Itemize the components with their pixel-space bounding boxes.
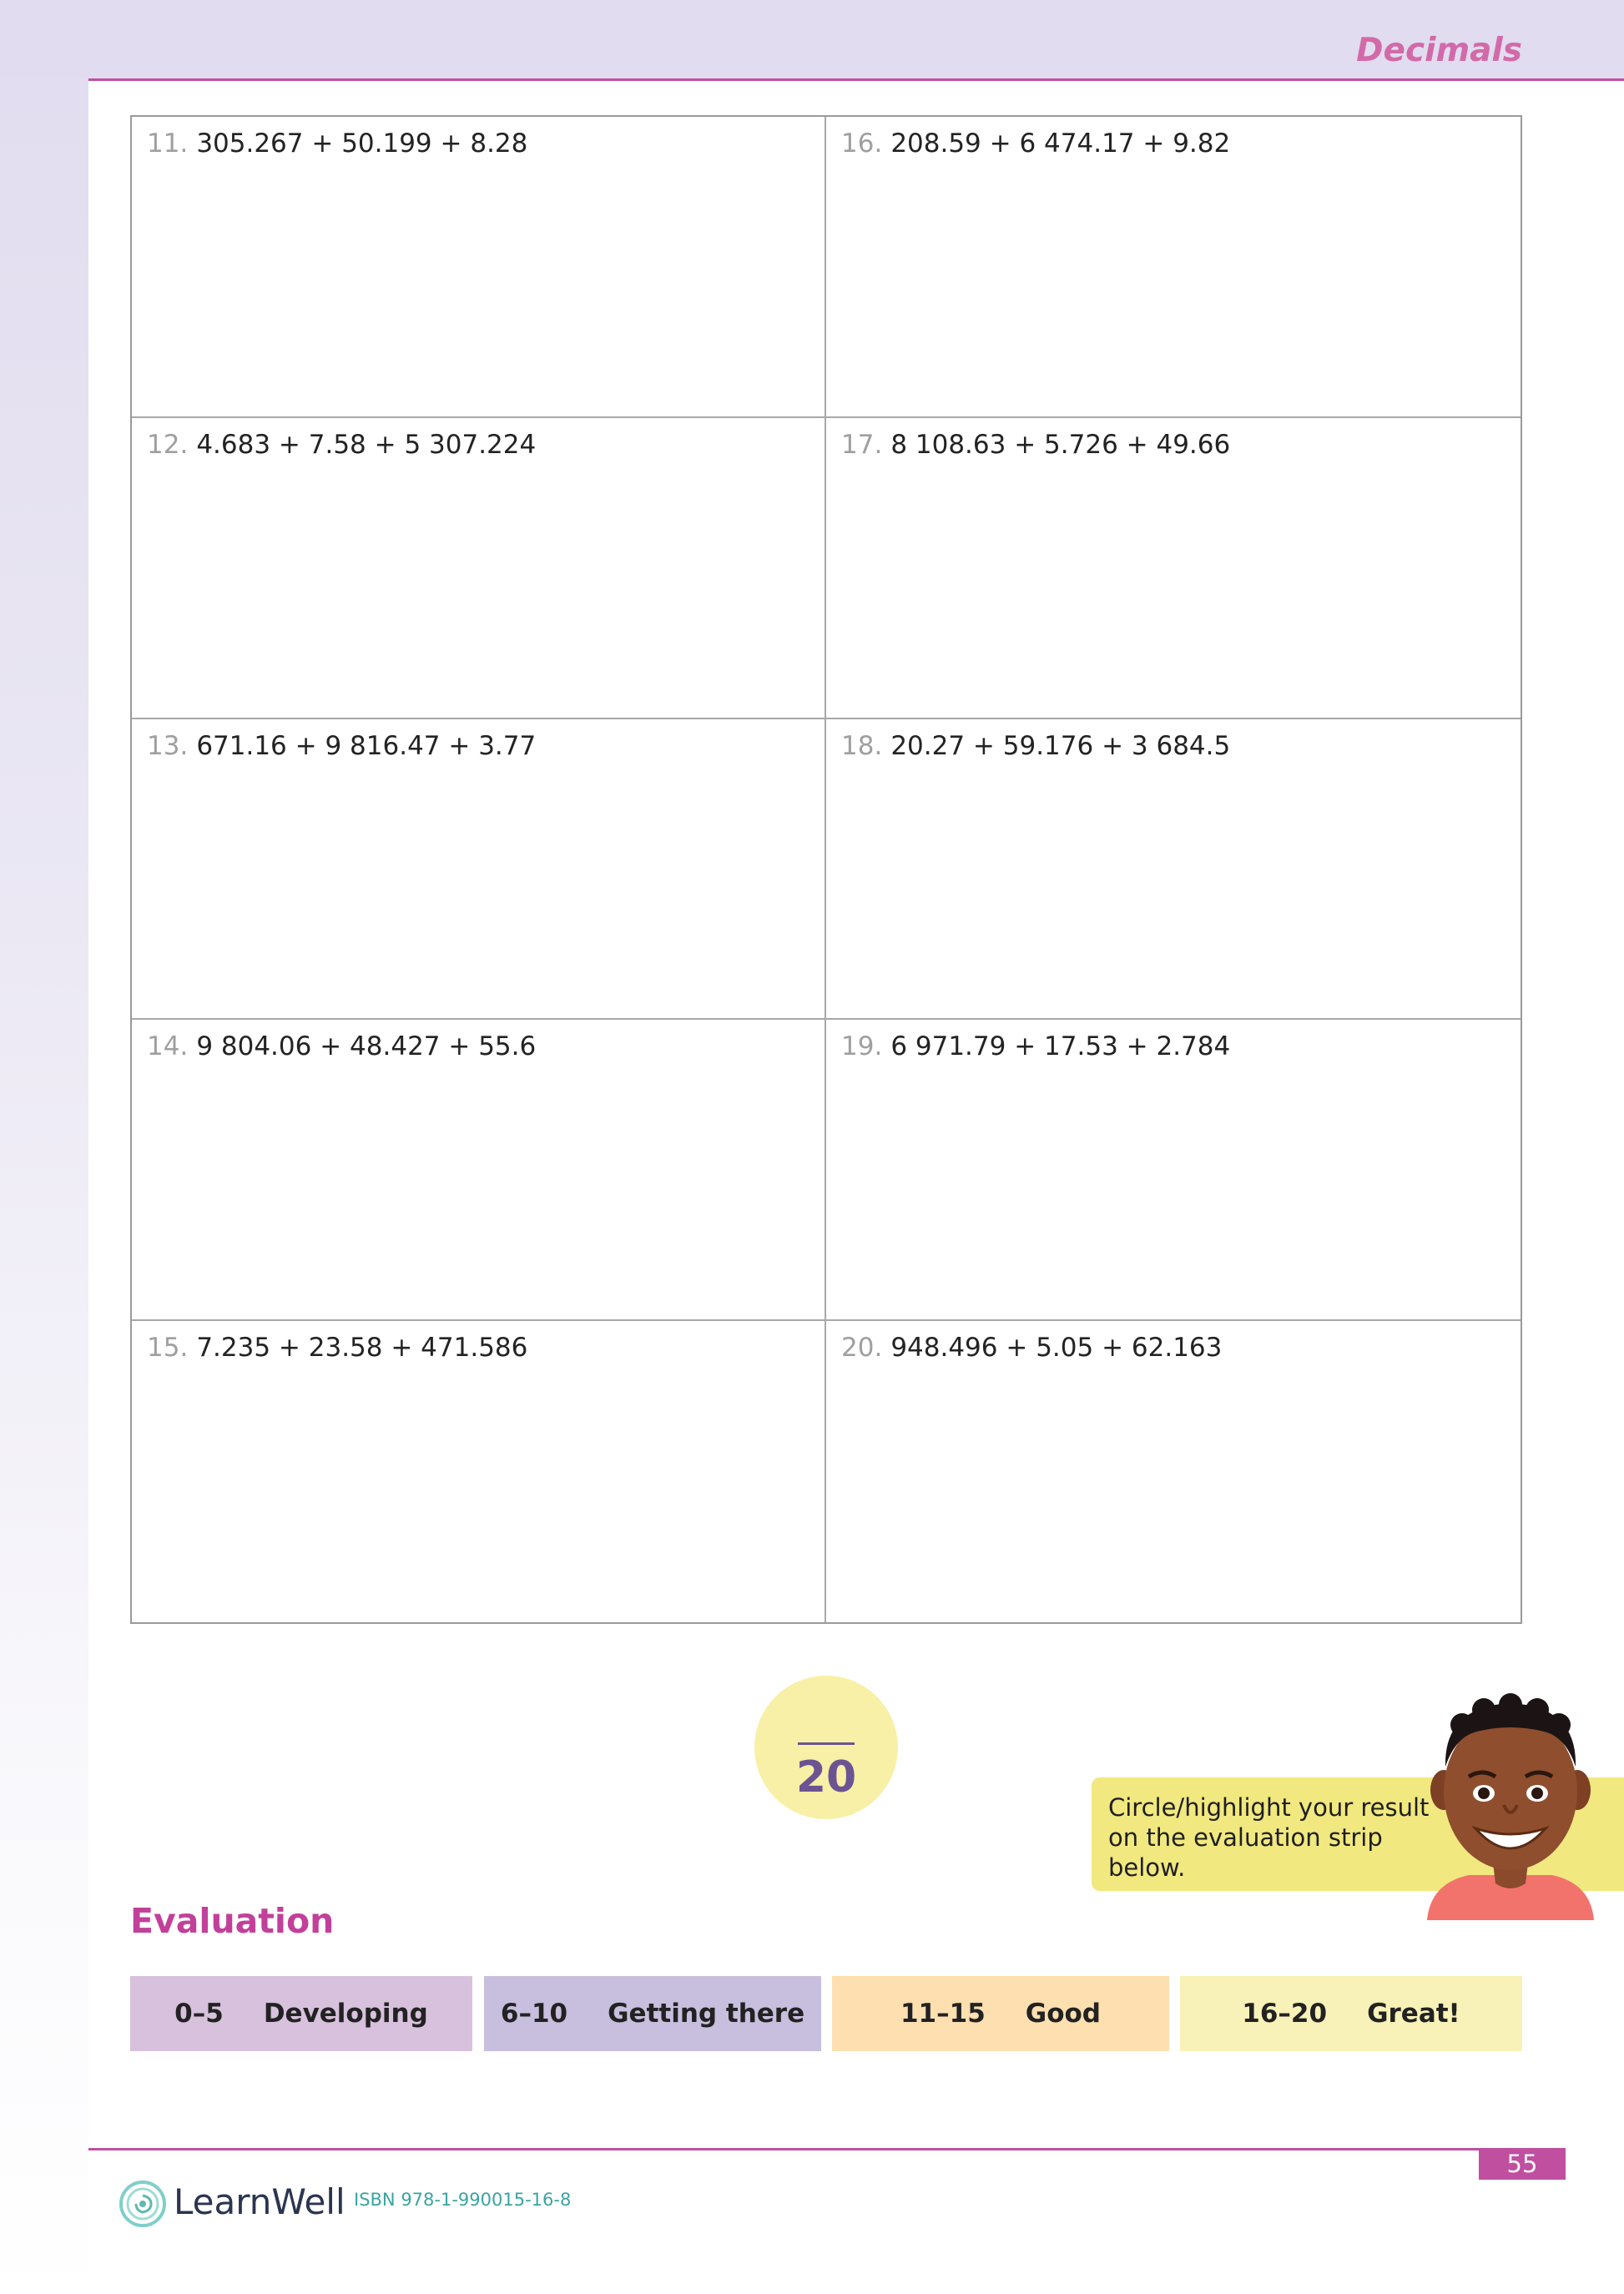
problem-cell[interactable] bbox=[132, 719, 826, 1021]
footer-divider bbox=[88, 2148, 1566, 2150]
page-number: 55 bbox=[1479, 2148, 1566, 2180]
problem-cell[interactable] bbox=[826, 418, 1521, 719]
evaluation-label: Developing bbox=[263, 1999, 428, 2029]
instruction-line: Circle/highlight your result bbox=[1108, 1793, 1430, 1822]
problem-number: 15. bbox=[147, 1333, 189, 1364]
problem-cell[interactable] bbox=[132, 418, 826, 719]
problem-expression: 9 804.06 + 48.427 + 55.6 bbox=[196, 1031, 537, 1062]
problem-number: 13. bbox=[147, 730, 189, 761]
problem-expression: 305.267 + 50.199 + 8.28 bbox=[196, 129, 528, 159]
evaluation-level-good[interactable] bbox=[832, 1976, 1169, 2051]
evaluation-level-getting-there[interactable] bbox=[484, 1976, 821, 2051]
isbn: ISBN 978-1-990015-16-8 bbox=[354, 2190, 572, 2210]
problem-number: 11. bbox=[147, 129, 189, 159]
evaluation-label: Getting there bbox=[608, 1999, 805, 2029]
evaluation-range: 6–10 bbox=[500, 1999, 568, 2029]
instruction-line: on the evaluation strip bbox=[1108, 1823, 1383, 1852]
problem-cell[interactable] bbox=[826, 719, 1521, 1021]
problem-expression: 208.59 + 6 474.17 + 9.82 bbox=[890, 129, 1231, 159]
problem-expression: 6 971.79 + 17.53 + 2.784 bbox=[890, 1031, 1231, 1062]
problem-cell[interactable] bbox=[132, 117, 826, 418]
evaluation-range: 11–15 bbox=[900, 1999, 986, 2029]
problem-number: 19. bbox=[841, 1031, 883, 1062]
problem-expression: 7.235 + 23.58 + 471.586 bbox=[196, 1333, 528, 1364]
evaluation-label: Good bbox=[1025, 1999, 1101, 2029]
problem-number: 20. bbox=[841, 1333, 883, 1364]
evaluation-level-great[interactable] bbox=[1180, 1976, 1522, 2051]
section-title: Decimals bbox=[1356, 32, 1522, 69]
problem-number: 12. bbox=[147, 429, 189, 460]
problem-cell[interactable] bbox=[132, 1020, 826, 1321]
problem-number: 17. bbox=[841, 429, 883, 460]
evaluation-label: Great! bbox=[1367, 1999, 1460, 2029]
side-decoration-strip bbox=[0, 0, 88, 2294]
brand-name: LearnWell bbox=[174, 2181, 345, 2222]
problem-expression: 8 108.63 + 5.726 + 49.66 bbox=[890, 429, 1231, 460]
problem-cell[interactable] bbox=[132, 1321, 826, 1622]
score-total: 20 bbox=[795, 1752, 857, 1802]
problems-grid bbox=[130, 115, 1522, 1624]
problem-number: 18. bbox=[841, 730, 883, 761]
header-divider bbox=[88, 78, 1624, 81]
learnwell-logo-icon bbox=[119, 2180, 167, 2228]
instruction-line: below. bbox=[1108, 1853, 1186, 1882]
problem-cell[interactable] bbox=[826, 1321, 1521, 1622]
problem-number: 16. bbox=[841, 129, 883, 159]
problem-expression: 948.496 + 5.05 + 62.163 bbox=[890, 1333, 1223, 1364]
problem-number: 14. bbox=[147, 1031, 189, 1062]
problem-cell[interactable] bbox=[826, 1020, 1521, 1321]
evaluation-range: 0–5 bbox=[174, 1999, 224, 2029]
problem-cell[interactable] bbox=[826, 117, 1521, 418]
problem-expression: 20.27 + 59.176 + 3 684.5 bbox=[890, 730, 1231, 761]
score-blank-line bbox=[798, 1742, 855, 1745]
evaluation-range: 16–20 bbox=[1242, 1999, 1328, 2029]
boy-character-illustration bbox=[1419, 1690, 1602, 1920]
evaluation-heading: Evaluation bbox=[130, 1901, 335, 1941]
problem-expression: 4.683 + 7.58 + 5 307.224 bbox=[196, 429, 537, 460]
problem-expression: 671.16 + 9 816.47 + 3.77 bbox=[196, 730, 537, 761]
score-circle[interactable] bbox=[754, 1676, 898, 1819]
evaluation-level-developing[interactable] bbox=[130, 1976, 472, 2051]
